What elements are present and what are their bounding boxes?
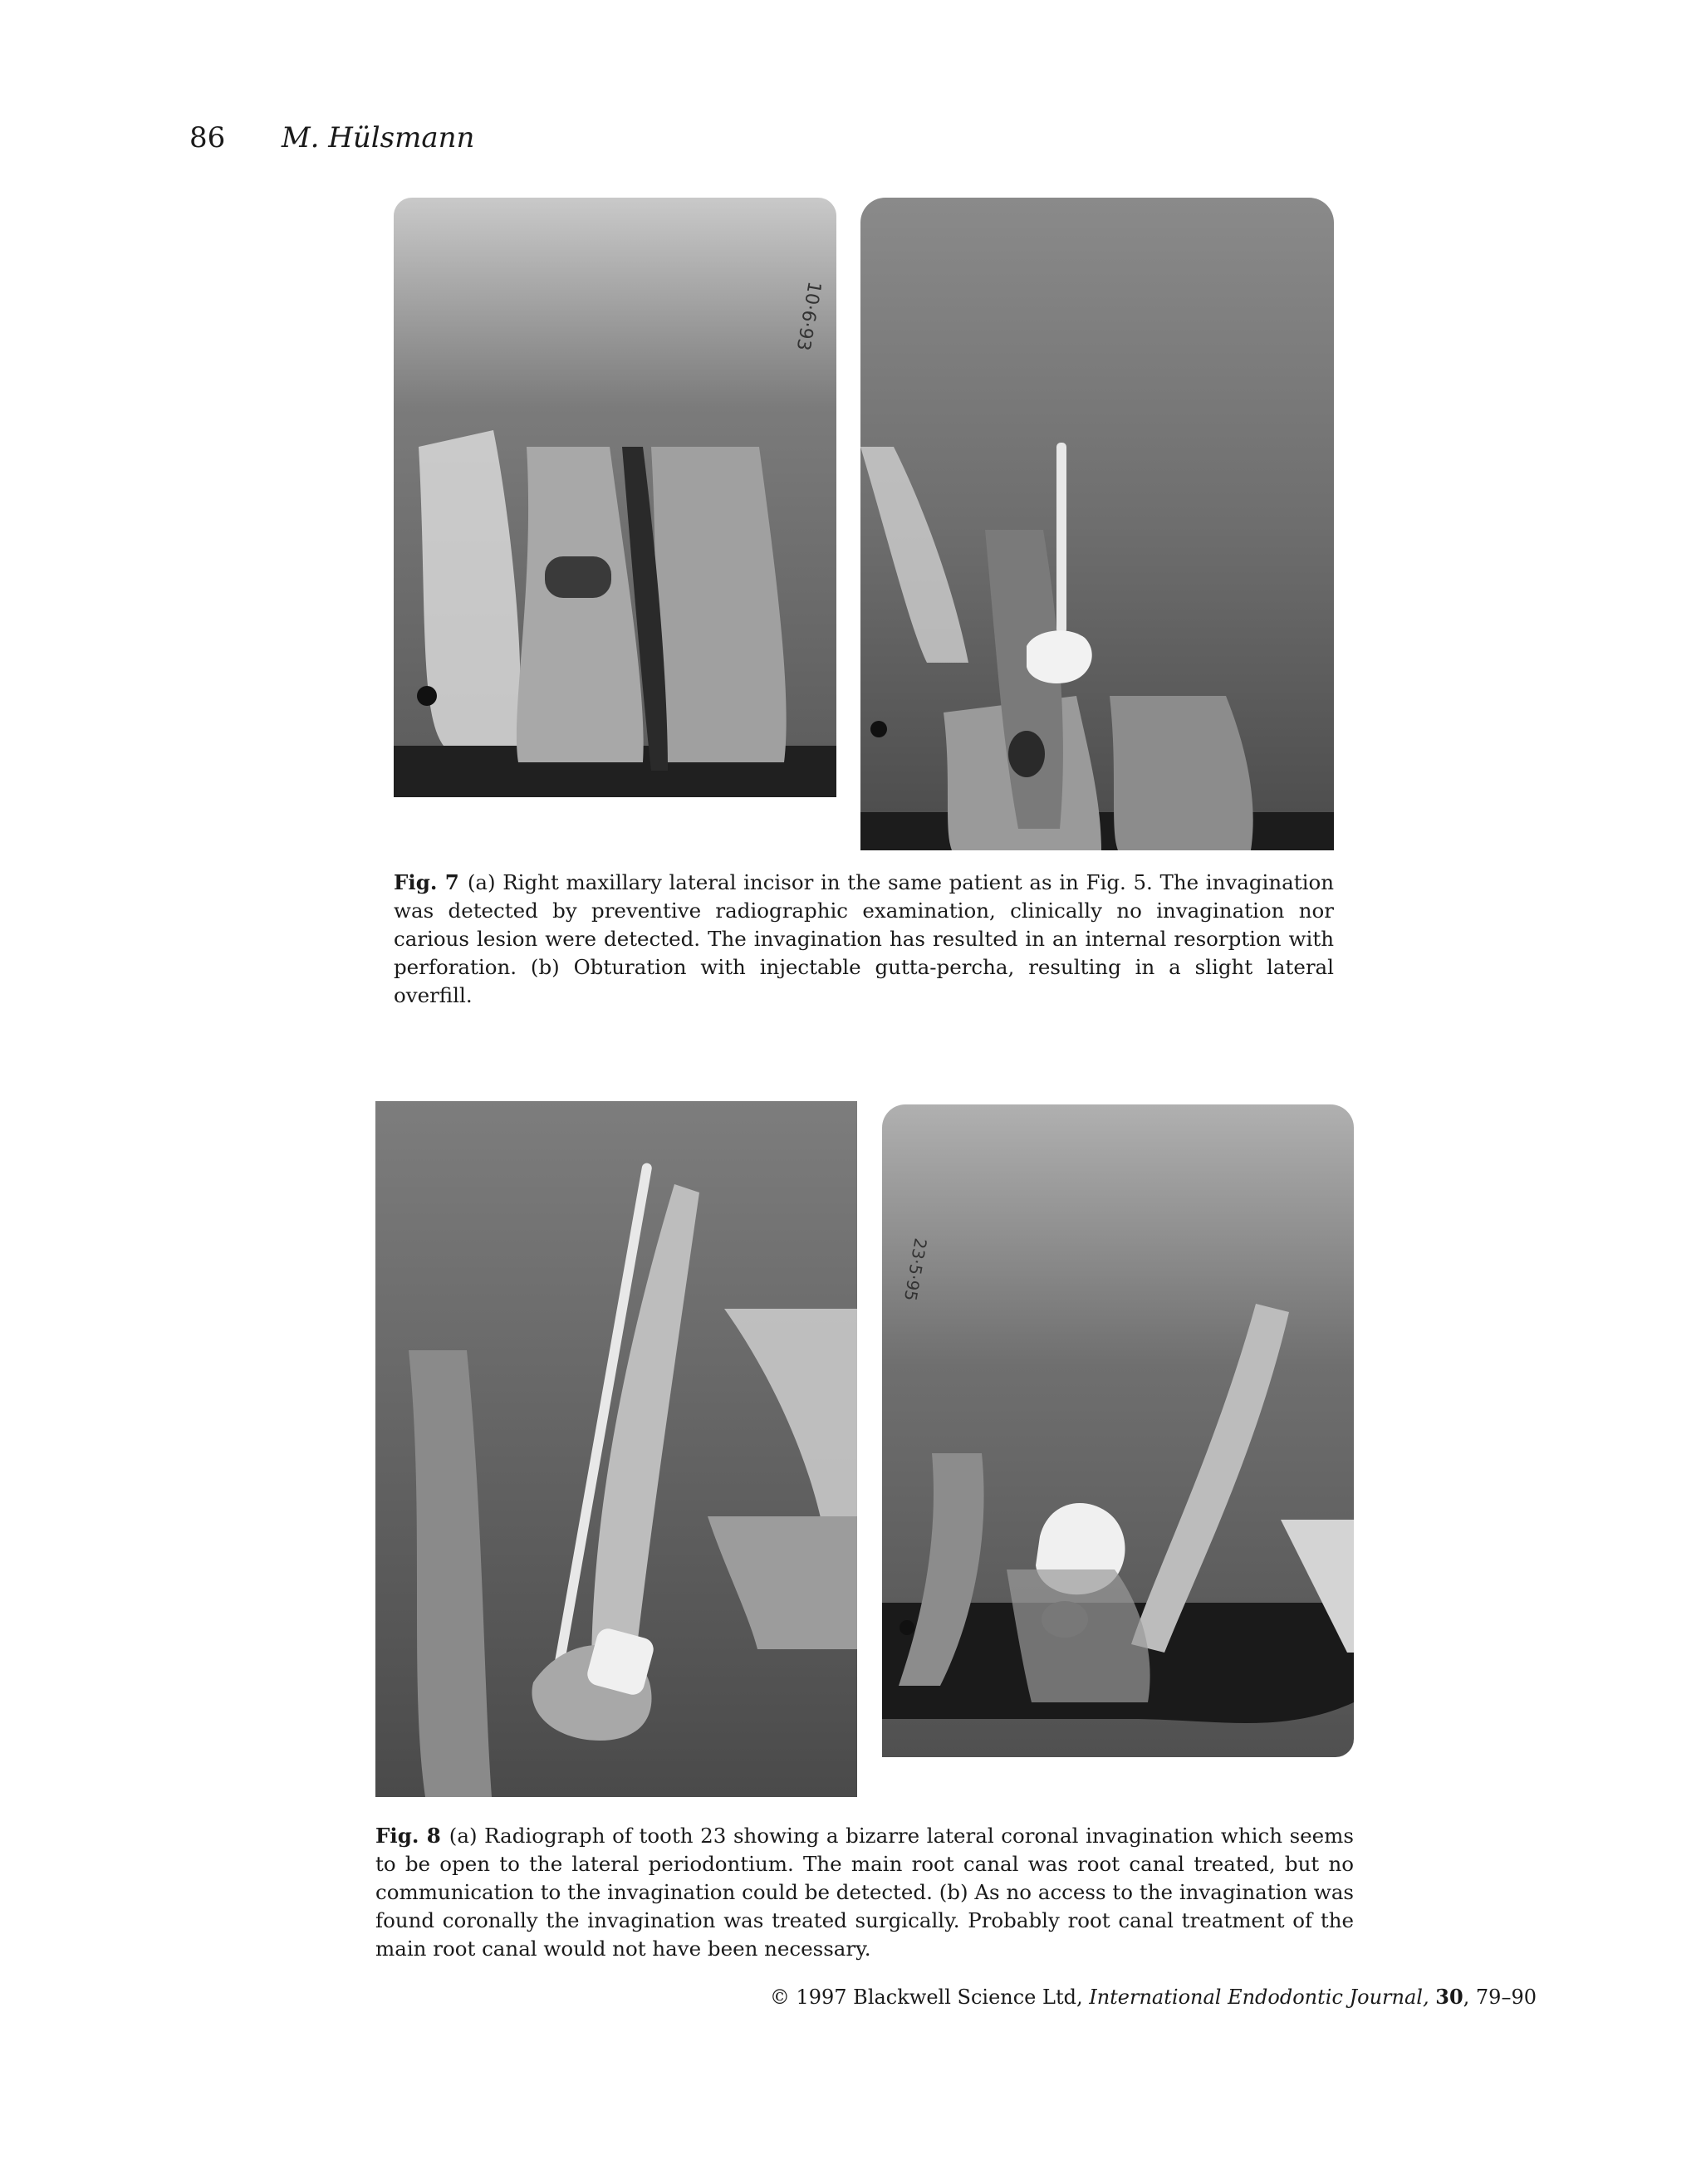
running-header bbox=[189, 121, 474, 154]
footer-volume: 30 bbox=[1435, 1985, 1463, 2009]
fig7-caption-text: (a) Right maxillary lateral incisor in the same patient as in Fig. 5. The invagination was detected by preventive radiographic examination, clinically no invagination nor carious lesion were detected. The invagination has resulted in an internal resorption with perforation. (b) Obturation with injectable gutta-percha, resulting in a slight lateral overfill. bbox=[394, 870, 1334, 1007]
svg-text:10·6·93: 10·6·93 bbox=[792, 279, 825, 353]
fig8-caption bbox=[375, 1822, 1354, 1963]
svg-text:23·5·95: 23·5·95 bbox=[900, 1236, 931, 1303]
fig7-caption bbox=[394, 869, 1334, 1010]
copyright-footer bbox=[770, 1985, 1537, 2009]
footer-copyright: © 1997 Blackwell Science Ltd, bbox=[769, 1986, 1083, 2009]
fig7b-radiograph bbox=[860, 198, 1334, 850]
fig8a-radiograph bbox=[375, 1101, 857, 1797]
fig8-label: Fig. 8 bbox=[375, 1824, 441, 1848]
fig8-caption-text: (a) Radiograph of tooth 23 showing a bizarre lateral coronal invagination which seems to be open to the lateral periodontium. The main root canal was root canal treated, but no communication to the invagination could be detected. (b) As no access to the invagination was found coronally the invagination was treated surgically. Probably root canal treatment of the main root canal would not have been necessary. bbox=[375, 1824, 1354, 1961]
footer-pages: , 79–90 bbox=[1463, 1986, 1537, 2009]
fig7a-radiograph bbox=[394, 198, 836, 797]
running-author: M. Hülsmann bbox=[281, 121, 475, 154]
footer-journal: International Endodontic Journal, bbox=[1089, 1986, 1429, 2009]
fig8b-radiograph bbox=[882, 1104, 1354, 1757]
page-number: 86 bbox=[189, 121, 226, 154]
fig7-label: Fig. 7 bbox=[394, 870, 459, 894]
